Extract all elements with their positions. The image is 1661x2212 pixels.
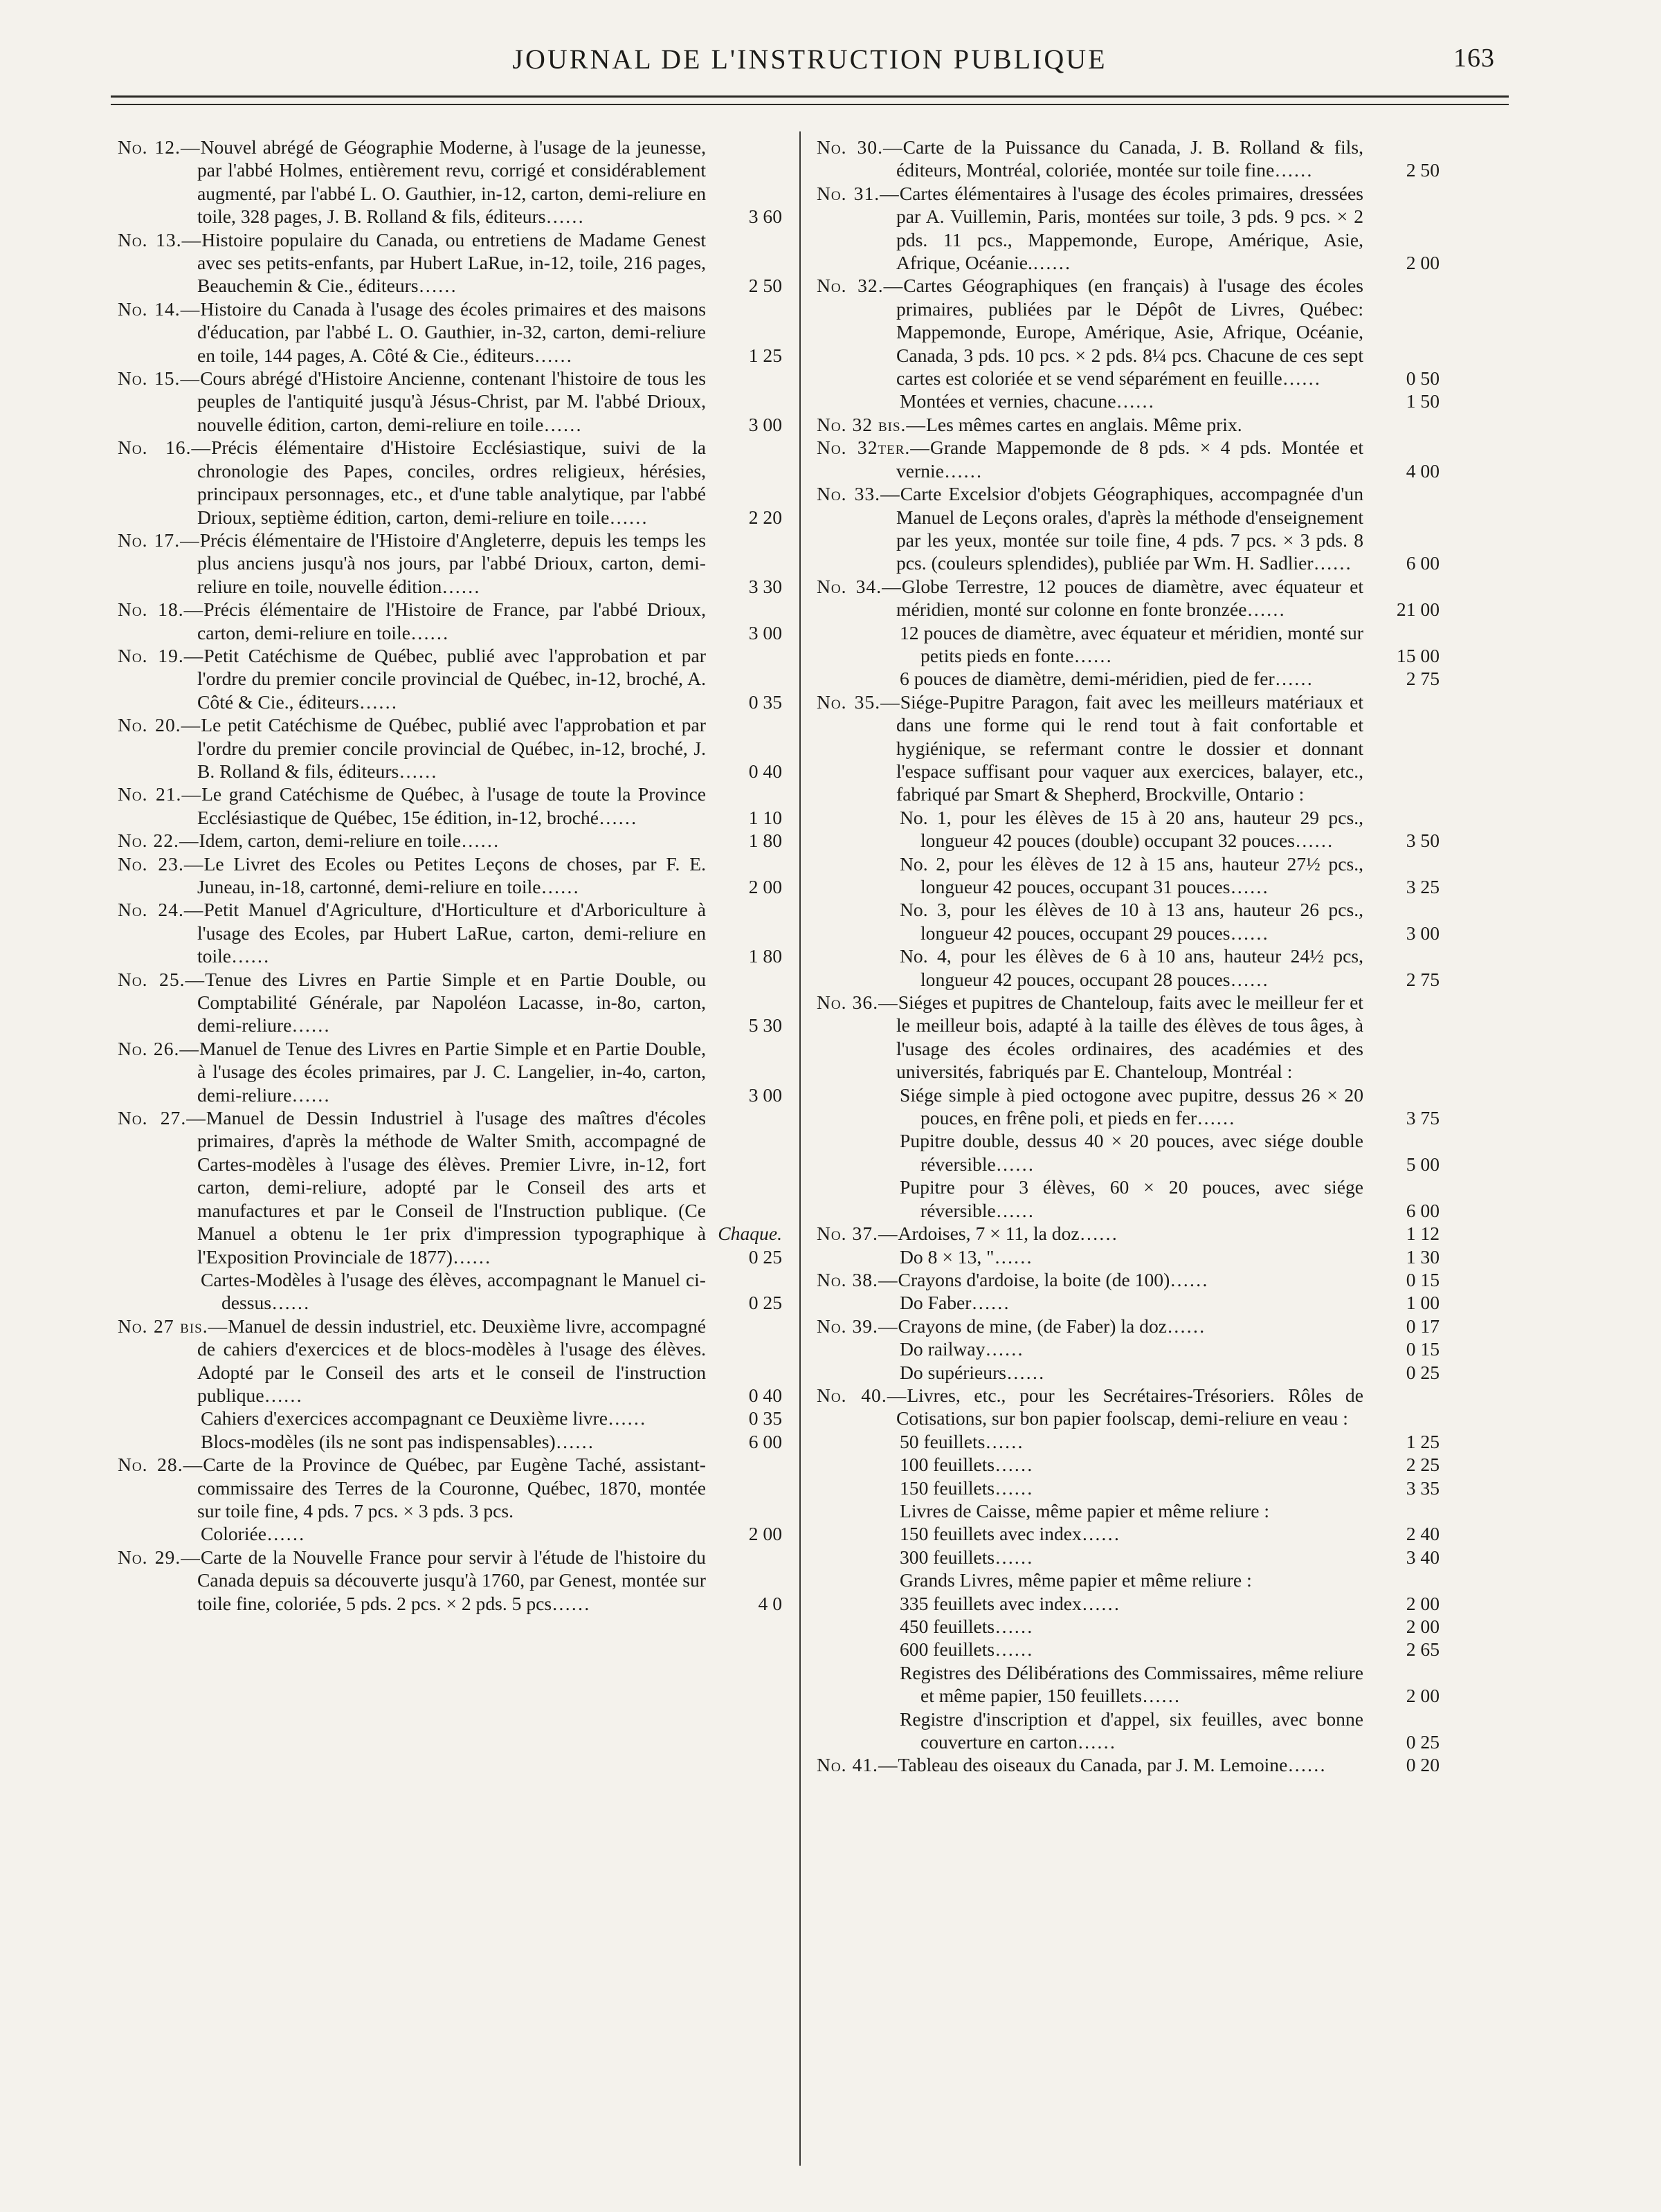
entry-price: 2 50 [1406,159,1440,181]
entry-number: No. 32.— [817,275,904,297]
dot-leader: …… [231,945,270,967]
dot-leader: …… [552,1592,590,1614]
entry-description: Siége simple à pied octogone avec pupitre, dessus 26 × 20 pouces, en frêne poli, et pieds en fer [900,1084,1363,1129]
dot-leader: …… [1287,1754,1326,1776]
entry-description: Crayons de mine, (de Faber) la doz [898,1315,1168,1337]
catalogue-entry [817,1315,1440,1337]
entry-description: Livres, etc., pour les Secrétaires-Trésoriers. Rôles de Cotisations, sur bon papier foolscap, demi-reliure en veau : [896,1384,1363,1429]
entry-price: 3 00 [748,1084,782,1106]
entry-description: Carte Excelsior d'objets Géographiques, accompagnée d'un Manuel de Leçons orales, d'après la méthode d'enseignement par les yeux, montée sur toile fine, 4 pds. 7 pcs. × 3 pds. 8 pcs. (couleurs splendides), publiée par Wm. H. Sadlier [896,483,1363,574]
catalogue-entry [118,136,782,228]
entry-description: 50 feuillets [900,1430,986,1452]
catalogue-entry [817,575,1440,621]
catalogue-entry [817,1522,1440,1545]
dot-leader: …… [985,1430,1024,1452]
entry-description: 150 feuillets avec index [900,1523,1082,1545]
entry-number: No. 39.— [817,1315,898,1337]
dot-leader: …… [399,760,437,782]
entry-number: No. 14.— [118,298,201,320]
dot-leader: …… [1141,1685,1181,1707]
entry-number: No. 15.— [118,367,201,390]
dot-leader: …… [461,830,500,852]
entry-description: Précis élémentaire d'Histoire Ecclésiastique, suivi de la chronologie des Papes, conciles, ordres religieux, hérésies, principaux personnages, etc., et d'une table analytique, par l'abbé Drioux, septième édition, carton, demi-reliure en toile [197,437,706,528]
entry-description: Globe Terrestre, 12 pouces de diamètre, avec équateur et méridien, monté sur colonne en fonte bronzée [896,575,1363,621]
dot-leader: …… [1079,1223,1118,1245]
dot-leader: …… [995,1153,1034,1175]
catalogue-entry [118,529,782,598]
entry-description: Petit Manuel d'Agriculture, d'Horticulture et d'Arboriculture à l'usage des Ecoles, par Hubert LaRue, carton, demi-reliure en toile [197,899,706,967]
entry-price: 2 00 [1406,1616,1440,1637]
dot-leader: …… [1167,1315,1206,1337]
dot-leader: …… [1274,668,1313,690]
dot-leader: …… [291,1014,330,1036]
dot-leader: …… [410,621,449,643]
catalogue-entry [118,1430,782,1453]
entry-description: Carte de la Province de Québec, par Eugène Taché, assistant-commissaire des Terres de la Couronne, Québec, 1870, montée sur toile fine, 4 pds. 7 pcs. × 3 pds. 3 pcs. [197,1454,706,1521]
entry-description: 450 feuillets [900,1616,995,1637]
catalogue-entry [817,1245,1440,1268]
entry-price: 0 35 [748,1407,782,1429]
entry-price: 2 00 [1406,1685,1440,1707]
entry-number: No. 16.— [118,437,212,459]
catalogue-entry [817,691,1440,806]
entry-price: 0 17 [1406,1315,1440,1337]
catalogue-entry [118,1522,782,1545]
entry-description: Histoire du Canada à l'usage des écoles primaires et des maisons d'éducation, par l'abbé L. O. Gauthier, in-32, carton, demi-reliure en toile, 144 pages, A. Côté & Cie., éditeurs [197,298,706,366]
dot-leader: …… [609,506,648,528]
entry-description: Manuel de Dessin Industriel à l'usage des maîtres d'écoles primaires, d'après la méthode de Walter Smith, accompagné de Cartes-modèles à l'usage des élèves. Premier Livre, in-12, fort carton, demi-reliure, adopté par le Conseil des arts et manufactures et par le Conseil de l'Instruction publique. (Ce Manuel a obtenu le 1er prix d'impression typographique à l'Exposition Provinciale de 1877) [197,1107,706,1268]
catalogue-entry [817,274,1440,390]
entry-price: 3 50 [1406,830,1440,852]
dot-leader: …… [995,1454,1033,1476]
dot-leader: …… [1230,922,1269,944]
catalogue-entry [817,852,1440,899]
catalogue-entry [118,436,782,529]
entry-price: 3 00 [748,413,782,435]
entry-description: Cartes Géographiques (en français) à l'usage des écoles primaires, publiées par le Dépôt de Livres, Québec: Mappemonde, Europe, Amérique, Asie, Afrique, Océanie, Canada, 3 pds. 10 pcs. × 2 pds. 8¼ pcs. Chacune de ces sept cartes est coloriée et se vend séparément en feuille [896,275,1363,390]
catalogue-entry [817,944,1440,991]
dot-leader: …… [1073,644,1112,666]
catalogue-entry [817,1592,1440,1615]
entry-price: 4 0 [758,1592,782,1614]
dot-leader: …… [555,1430,594,1452]
entry-price: 2 00 [1406,1592,1440,1614]
catalogue-entry [817,1546,1440,1569]
catalogue-entry [118,1407,782,1429]
entry-description: Le grand Catéchisme de Québec, à l'usage de toute la Province Ecclésiastique de Québec, 15e édition, in-12, broché [197,783,706,828]
dot-leader: …… [995,1546,1033,1568]
dot-leader: …… [1230,968,1269,990]
entry-number: No. 37.— [817,1223,898,1245]
entry-description: 335 feuillets avec index [900,1592,1082,1614]
catalogue-entry [817,482,1440,575]
entry-number: No. 36.— [817,991,898,1014]
dot-leader: …… [994,1245,1033,1268]
entry-description: Montées et vernies, chacune [900,390,1116,412]
catalogue-entry [118,783,782,829]
entry-number: No. 35.— [817,691,900,713]
entry-price: 2 00 [748,1523,782,1545]
entry-description: Livres de Caisse, même papier et même reliure : [900,1499,1270,1521]
catalogue-entry [817,1753,1440,1776]
entry-description: Pupitre pour 3 élèves, 60 × 20 pouces, avec siége réversible [900,1176,1363,1221]
dot-leader: …… [971,1292,1010,1314]
entry-price: 1 25 [748,344,782,366]
catalogue-entry [817,1361,1440,1384]
entry-description: Le petit Catéchisme de Québec, publié avec l'approbation et par l'ordre du premier concile provincial de Québec, in-12, broché, J. B. Rolland & fils, éditeurs [197,714,706,782]
catalogue-entry [118,298,782,367]
dot-leader: …… [1081,1523,1120,1545]
dot-leader: …… [995,1199,1034,1221]
entry-price: 0 15 [1406,1338,1440,1360]
catalogue-entry [118,1106,782,1268]
entry-description: 150 feuillets [900,1477,995,1499]
entry-number: No. 27.— [118,1107,206,1129]
dot-leader: …… [453,1245,491,1268]
catalogue-entry [817,1222,1440,1245]
dot-leader: …… [1077,1731,1116,1753]
catalogue-entry [118,1546,782,1615]
dot-leader: …… [545,205,584,228]
dot-leader: …… [1170,1268,1208,1290]
entry-description: 600 feuillets [900,1638,995,1661]
entry-price: 2 40 [1406,1523,1440,1545]
entry-number: No. 18.— [118,598,204,621]
dot-leader: …… [358,691,397,713]
entry-description: No. 3, pour les élèves de 10 à 13 ans, hauteur 26 pcs., longueur 42 pouces, occupant 29 pouces [900,899,1363,944]
entry-price: 0 50 [1406,367,1440,390]
entry-description: Do railway [900,1338,986,1360]
catalogue-entry [118,1315,782,1407]
catalogue-entry [118,852,782,899]
catalogue-entry [817,1384,1440,1430]
catalogue-entry [817,182,1440,275]
catalogue-entry [817,1430,1440,1453]
entry-number: No. 23.— [118,852,204,875]
entry-price: 6 00 [1406,1199,1440,1221]
entry-description: Carte de la Puissance du Canada, J. B. Rolland & fils, éditeurs, Montréal, coloriée, montée sur toile fine [896,136,1363,181]
catalogue-entry [817,1291,1440,1314]
dot-leader: …… [1274,159,1313,181]
entry-number: No. 25.— [118,968,206,990]
entry-number: No. 24.— [118,899,204,921]
entry-price: 21 00 [1396,598,1440,621]
entry-price: 1 50 [1406,390,1440,412]
entry-description: Do Faber [900,1292,972,1314]
entry-description: Do supérieurs [900,1361,1007,1383]
catalogue-entry [817,1268,1440,1291]
entry-price: 1 80 [748,830,782,852]
entry-description: Manuel de dessin industriel, etc. Deuxième livre, accompagné de cahiers d'exercices et de blocs-modèles à l'usage des élèves. Adopté par le Conseil des arts et le conseil de l'instruction publique [197,1315,707,1406]
entry-price: 1 25 [1406,1430,1440,1452]
entry-description: 12 pouces de diamètre, avec équateur et méridien, monté sur petits pieds en fonte [900,621,1363,666]
entry-price: 0 25 [1406,1361,1440,1383]
catalogue-entry [118,829,782,852]
catalogue-entry [817,621,1440,668]
dot-leader: …… [995,1616,1033,1637]
entry-description: Grande Mappemonde de 8 pds. × 4 pds. Montée et vernie [896,437,1363,482]
entry-description: 300 feuillets [900,1546,995,1568]
dot-leader: …… [1282,367,1320,390]
catalogue-entry [817,136,1440,182]
catalogue-entry [118,1268,782,1315]
entry-price: 2 25 [1406,1454,1440,1476]
entry-description: Coloriée [201,1523,267,1545]
entry-number: No. 21.— [118,783,202,805]
catalogue-entry [817,1129,1440,1176]
entry-price: 1 10 [748,806,782,828]
page-header [111,36,1509,84]
entry-price: 3 25 [1406,876,1440,897]
catalogue-entry [118,713,782,783]
catalogue-entry [817,436,1440,482]
entry-price: 6 00 [1406,552,1440,574]
entry-price: 3 60 [748,205,782,228]
entry-description: Les mêmes cartes en anglais. Même prix. [926,413,1242,435]
entry-price: 2 50 [748,275,782,297]
catalogue-entry [118,1037,782,1106]
dot-leader: …… [1006,1361,1045,1383]
header-rule-bottom [111,104,1509,105]
journal-title: JOURNAL DE L'INSTRUCTION PUBLIQUE [512,44,1107,75]
entry-price: 2 20 [748,506,782,528]
catalogue-entry [817,1477,1440,1499]
catalogue-entry [817,1708,1440,1754]
page-number: 163 [1453,44,1495,73]
catalogue-entry [118,367,782,436]
dot-leader: …… [418,275,457,297]
dot-leader: …… [995,1638,1033,1661]
entry-number: No. 27 bis.— [118,1315,228,1337]
catalogue-entry [118,1453,782,1522]
entry-description: Blocs-modèles (ils ne sont pas indispensables) [201,1430,556,1452]
entry-price: 1 80 [748,945,782,967]
dot-leader: …… [995,1477,1033,1499]
column-divider [799,131,801,2166]
entry-description: Manuel de Tenue des Livres en Partie Simple et en Partie Double, à l'usage des écoles primaires, par J. C. Langelier, in-4o, carton, demi-reliure [197,1037,706,1106]
entry-number: No. 29.— [118,1546,201,1568]
entry-description: Idem, carton, demi-reliure en toile [199,830,462,852]
dot-leader: …… [599,806,637,828]
entry-number: No. 13.— [118,228,202,250]
dot-leader: …… [985,1338,1024,1360]
entry-price: 3 35 [1406,1477,1440,1499]
entry-number: No. 41.— [817,1754,898,1776]
entry-description: No. 2, pour les élèves de 12 à 15 ans, hauteur 27½ pcs., longueur 42 pouces, occupant 31 pouces [900,852,1363,897]
entry-price: 5 00 [1406,1153,1440,1175]
catalogue-entry [817,898,1440,944]
entry-price: 0 40 [748,760,782,782]
entry-description: Cahiers d'exercices accompagnant ce Deuxième livre [201,1407,608,1429]
entry-number: No. 30.— [817,136,903,158]
entry-description: No. 1, pour les élèves de 15 à 20 ans, hauteur 29 pcs., longueur 42 pouces (double) occupant 32 pouces [900,806,1363,852]
entry-price: 0 25 [748,1245,782,1268]
catalogue-entry [817,1453,1440,1476]
entry-number: No. 40.— [817,1384,907,1406]
entry-price: 0 25 [1406,1731,1440,1753]
dot-leader: …… [534,344,572,366]
entry-price: 2 65 [1406,1638,1440,1661]
entry-number: No. 12.— [118,136,201,158]
dot-leader: …… [1197,1107,1235,1129]
entry-price: 6 00 [748,1430,782,1452]
entry-description: Siéges et pupitres de Chanteloup, faits avec le meilleur fer et le meilleur bois, adapté à la taille des élèves de tous âges, à l'usage des écoles ordinaires, des académies et des universités, fabriqués par E. Chanteloup, Montréal : [896,991,1363,1083]
entry-price: 2 00 [1406,252,1440,274]
entry-description: Cartes-Modèles à l'usage des élèves, accompagnant le Manuel ci-dessus [201,1268,706,1314]
dot-leader: …… [1246,598,1285,621]
entry-price: 3 00 [1406,922,1440,944]
catalogue-entry [118,228,782,298]
entry-description: 6 pouces de diamètre, demi-méridien, pied de fer [900,668,1275,690]
entry-price: 0 20 [1406,1754,1440,1776]
entry-description: Pupitre double, dessus 40 × 20 pouces, avec siége double réversible [900,1130,1363,1175]
entry-price: 3 75 [1406,1107,1440,1129]
entry-description: Précis élémentaire de l'Histoire de France, par l'abbé Drioux, carton, demi-reliure en toile [197,598,706,643]
catalogue-column-left [118,136,782,1615]
entry-price: 1 12 [1406,1223,1440,1245]
entry-number: No. 28.— [118,1454,203,1476]
dot-leader: …… [543,413,582,435]
catalogue-entry [118,598,782,644]
entry-price: 3 00 [748,621,782,643]
dot-leader: …… [442,575,480,597]
entry-price: 2 00 [748,876,782,897]
entry-description: Registre d'inscription et d'appel, six feuilles, avec bonne couverture en carton [900,1708,1363,1753]
dot-leader: …… [1295,830,1334,852]
dot-leader: …… [271,1292,310,1314]
entry-description: Grands Livres, même papier et même reliure : [900,1569,1252,1591]
entry-description: Tableau des oiseaux du Canada, par J. M. Lemoine [898,1754,1288,1776]
catalogue-entry [817,1661,1440,1708]
price-note: Chaque. [718,1222,782,1244]
entry-number: No. 32ter.— [817,437,930,459]
dot-leader: …… [943,459,983,482]
entry-number: No. 31.— [817,182,900,204]
catalogue-entry [118,644,782,713]
dot-leader: …… [291,1084,330,1106]
catalogue-entry [118,968,782,1037]
entry-price: 0 25 [748,1292,782,1314]
entry-price: 1 00 [1406,1292,1440,1314]
entry-price: 2 75 [1406,968,1440,990]
entry-description: Histoire populaire du Canada, ou entretiens de Madame Genest avec ses petits-enfants, par Hubert LaRue, in-12, toile, 216 pages, Beauchemin & Cie., éditeurs [197,228,706,297]
entry-number: No. 17.— [118,529,200,551]
catalogue-entry [817,413,1440,436]
entry-price: 15 00 [1396,644,1440,666]
entry-description: Carte de la Nouvelle France pour servir à l'étude de l'histoire du Canada depuis sa découverte jusqu'à 1760, par Genest, montée sur toile fine, coloriée, 5 pds. 2 pcs. × 2 pds. 5 pcs [197,1546,706,1614]
entry-price: 0 40 [748,1384,782,1406]
entry-description: Précis élémentaire de l'Histoire d'Angleterre, depuis les temps les plus anciens jusqu'à nos jours, par l'abbé Drioux, carton, demi-reliure en toile, nouvelle édition [197,529,706,597]
catalogue-column-right [817,136,1440,1777]
catalogue-entry [118,898,782,967]
entry-description: 100 feuillets [900,1454,995,1476]
catalogue-entry [817,1569,1440,1591]
entry-price: 2 75 [1406,668,1440,690]
entry-description: Tenue des Livres en Partie Simple et en Partie Double, ou Comptabilité Générale, par Napoléon Lacasse, in-8o, carton, demi-reliure [197,968,706,1036]
entry-number: No. 32 bis.— [817,413,926,435]
catalogue-entry [817,390,1440,412]
entry-description: Cours abrégé d'Histoire Ancienne, contenant l'histoire de tous les peuples de l'antiquité jusqu'à Jésus-Christ, par M. l'abbé Drioux, nouvelle édition, carton, demi-reliure en toile [197,367,706,435]
entry-description: Crayons d'ardoise, la boite (de 100) [898,1268,1170,1290]
catalogue-entry [817,1615,1440,1638]
entry-number: No. 19.— [118,644,204,666]
entry-price: 0 15 [1406,1268,1440,1290]
entry-number: No. 22.— [118,830,199,852]
dot-leader: …… [1032,252,1071,274]
entry-description: Le Livret des Ecoles ou Petites Leçons de choses, par F. E. Juneau, in-18, cartonné, demi-reliure en toile [197,852,706,897]
catalogue-entry [817,1176,1440,1222]
catalogue-entry [817,1084,1440,1130]
dot-leader: …… [1313,552,1352,574]
entry-number: No. 33.— [817,483,900,505]
catalogue-entry [817,667,1440,690]
catalogue-entry [817,1638,1440,1661]
entry-price: 4 00 [1406,459,1440,482]
dot-leader: …… [541,876,579,897]
catalogue-entry [817,1499,1440,1522]
entry-number: No. 20.— [118,714,201,736]
header-rule-top [111,95,1509,98]
entry-price: 1 30 [1406,1245,1440,1268]
entry-description: Do 8 × 13, " [900,1245,995,1268]
dot-leader: …… [1116,390,1154,412]
entry-description: Registres des Délibérations des Commissaires, même reliure et même papier, 150 feuillets [900,1661,1363,1707]
catalogue-entry [817,991,1440,1084]
dot-leader: …… [1081,1592,1120,1614]
entry-number: No. 38.— [817,1268,898,1290]
dot-leader: …… [607,1407,646,1429]
entry-description: Cartes élémentaires à l'usage des écoles primaires, dressées par A. Vuillemin, Paris, montées sur toile, 3 pds. 9 pcs. × 2 pds. 11 pcs., Mappemonde, Europe, Amérique, Asie, Afrique, Océanie. [896,182,1363,274]
entry-price: 3 30 [748,575,782,597]
dot-leader: …… [266,1523,305,1545]
entry-number: No. 34.— [817,575,902,597]
entry-price: 0 35 [748,691,782,713]
entry-description: Nouvel abrégé de Géographie Moderne, à l'usage de la jeunesse, par l'abbé Holmes, entièrement revu, corrigé et considérablement augmenté, par l'abbé L. O. Gauthier, in-12, carton, demi-reliure en toile, 328 pages, J. B. Rolland & fils, éditeurs [197,136,706,228]
catalogue-entry [817,806,1440,852]
entry-description: No. 4, pour les élèves de 6 à 10 ans, hauteur 24½ pcs, longueur 42 pouces, occupant 28 pouces [900,945,1363,990]
entry-price: 5 30 [748,1014,782,1036]
entry-number: No. 26.— [118,1037,199,1059]
dot-leader: …… [264,1384,302,1406]
entry-description: Siége-Pupitre Paragon, fait avec les meilleurs matériaux et dans une forme qui le rend tout à fait confortable et hygiénique, se refermant contre le dossier et donnant l'espace suffisant pour vaquer aux exercices, balayer, etc., fabriqué par Smart & Shepherd, Brockville, Ontario : [896,691,1363,805]
entry-description: Petit Catéchisme de Québec, publié avec l'approbation et par l'ordre du premier concile provincial de Québec, in-12, broché, A. Côté & Cie., éditeurs [197,644,706,713]
entry-price: 3 40 [1406,1546,1440,1568]
entry-description: Ardoises, 7 × 11, la doz [898,1223,1080,1245]
catalogue-entry [817,1337,1440,1360]
dot-leader: …… [1230,876,1269,897]
